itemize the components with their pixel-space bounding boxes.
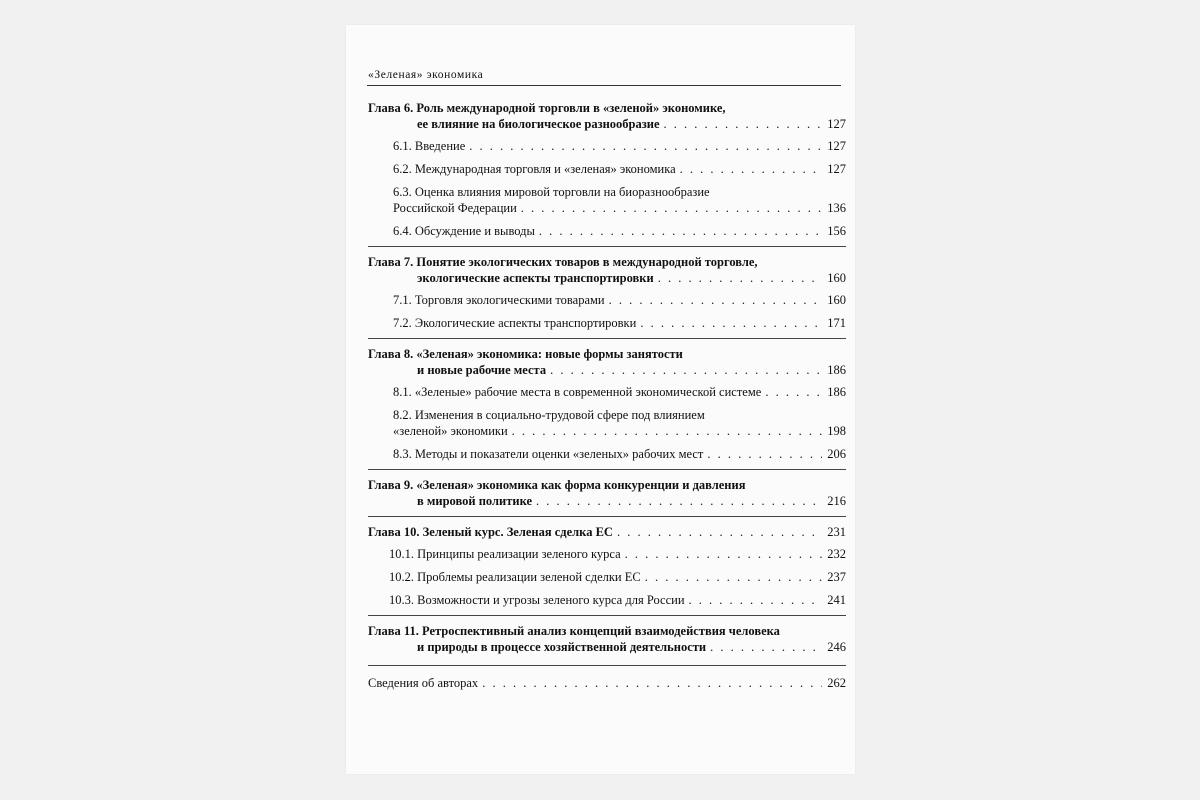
chapter-title-line2: экологические аспекты транспортировки: [417, 271, 654, 285]
section-title: 8.3. Методы и показатели оценки «зеленых» рабочих мест: [393, 447, 704, 461]
leader-dots: [512, 423, 822, 439]
chapter-title-line1: Глава 6. Роль международной торговли в «зеленой» экономике,: [368, 101, 726, 115]
leader-dots: [617, 524, 822, 540]
chapter-title-line2: в мировой политике: [417, 494, 533, 508]
page-number: 232: [827, 547, 846, 561]
leader-dots: [521, 200, 822, 216]
page-number: 160: [827, 293, 846, 307]
leader-dots: [689, 592, 822, 608]
section-title: 10.3. Возможности и угрозы зеленого курса для России: [389, 593, 685, 607]
running-head: «Зеленая» экономика: [368, 69, 484, 81]
section-title: «зеленой» экономики: [393, 424, 508, 438]
toc-chapter-10[interactable]: [368, 516, 846, 540]
chapter-title: Глава 10. Зеленый курс. Зеленая сделка ЕС: [368, 525, 613, 539]
chapter-title-line1: Глава 8. «Зеленая» экономика: новые формы занятости: [368, 347, 683, 361]
book-page: [346, 25, 855, 774]
toc-chapter-9[interactable]: [368, 469, 846, 509]
leader-dots: [645, 569, 822, 585]
leader-dots: [536, 493, 822, 509]
toc-section-7-1[interactable]: [368, 292, 846, 308]
page-number: 136: [827, 201, 846, 215]
chapter-title-line1: Глава 9. «Зеленая» экономика как форма конкуренции и давления: [368, 478, 746, 492]
header-rule: [367, 85, 841, 86]
section-title: 6.4. Обсуждение и выводы: [393, 224, 535, 238]
page-number: 262: [827, 676, 846, 690]
leader-dots: [482, 675, 822, 691]
chapter-title-line1: Глава 7. Понятие экологических товаров в международной торговле,: [368, 255, 758, 269]
about-title: Сведения об авторах: [368, 676, 479, 690]
section-title: 6.2. Международная торговля и «зеленая» экономика: [393, 162, 676, 176]
toc-section-10-1[interactable]: [368, 546, 846, 562]
page-number: 186: [827, 385, 846, 399]
section-title: 10.2. Проблемы реализации зеленой сделки ЕС: [389, 570, 641, 584]
toc-chapter-11[interactable]: [368, 615, 846, 655]
toc-section-6-2[interactable]: [368, 161, 846, 177]
toc-section-8-3[interactable]: [368, 446, 846, 462]
leader-dots: [469, 138, 822, 154]
toc-section-10-2[interactable]: [368, 569, 846, 585]
leader-dots: [707, 446, 822, 462]
leader-dots: [664, 116, 822, 132]
leader-dots: [625, 546, 822, 562]
leader-dots: [539, 223, 822, 239]
section-title: 10.1. Принципы реализации зеленого курса: [389, 547, 621, 561]
chapter-title-line2: и природы в процессе хозяйственной деятельности: [417, 640, 707, 654]
section-title: 8.1. «Зеленые» рабочие места в современной экономической системе: [393, 385, 762, 399]
page-number: 186: [827, 363, 846, 377]
toc-section-7-2[interactable]: [368, 315, 846, 331]
toc-chapter-8[interactable]: [368, 338, 846, 378]
leader-dots: [680, 161, 822, 177]
page-number: 231: [827, 525, 846, 539]
chapter-title-line1: Глава 11. Ретроспективный анализ концепций взаимодействия человека: [368, 624, 780, 638]
section-title: 7.1. Торговля экологическими товарами: [393, 293, 605, 307]
section-title-line1: 8.2. Изменения в социально-трудовой сфере под влиянием: [393, 408, 705, 422]
page-number: 246: [827, 640, 846, 654]
leader-dots: [550, 362, 822, 378]
leader-dots: [609, 292, 822, 308]
toc-section-8-1[interactable]: [368, 384, 846, 400]
page-number: 160: [827, 271, 846, 285]
toc-section-6-1[interactable]: [368, 138, 846, 154]
toc-section-10-3[interactable]: [368, 592, 846, 608]
chapter-title-line2: и новые рабочие места: [417, 363, 547, 377]
page-number: 171: [827, 316, 846, 330]
chapter-title-line2: ее влияние на биологическое разнообразие: [417, 117, 660, 131]
leader-dots: [765, 384, 822, 400]
section-title: 7.2. Экологические аспекты транспортировки: [393, 316, 637, 330]
leader-dots: [710, 639, 822, 655]
toc-chapter-7[interactable]: [368, 246, 846, 286]
toc-section-8-2[interactable]: [368, 407, 846, 439]
toc-section-6-4[interactable]: [368, 223, 846, 239]
toc-chapter-6[interactable]: [368, 97, 846, 132]
section-title: 6.1. Введение: [393, 139, 466, 153]
page-number: 127: [827, 117, 846, 131]
page-number: 127: [827, 162, 846, 176]
page-number: 156: [827, 224, 846, 238]
page-number: 216: [827, 494, 846, 508]
page-number: 198: [827, 424, 846, 438]
page-number: 237: [827, 570, 846, 584]
section-title: Российской Федерации: [393, 201, 517, 215]
page-number: 206: [827, 447, 846, 461]
leader-dots: [658, 270, 822, 286]
toc-section-6-3[interactable]: [368, 184, 846, 216]
page-number: 241: [827, 593, 846, 607]
table-of-contents: [368, 97, 846, 691]
section-title-line1: 6.3. Оценка влияния мировой торговли на биоразнообразие: [393, 185, 710, 199]
leader-dots: [640, 315, 822, 331]
toc-about-authors[interactable]: [368, 665, 846, 691]
page-number: 127: [827, 139, 846, 153]
